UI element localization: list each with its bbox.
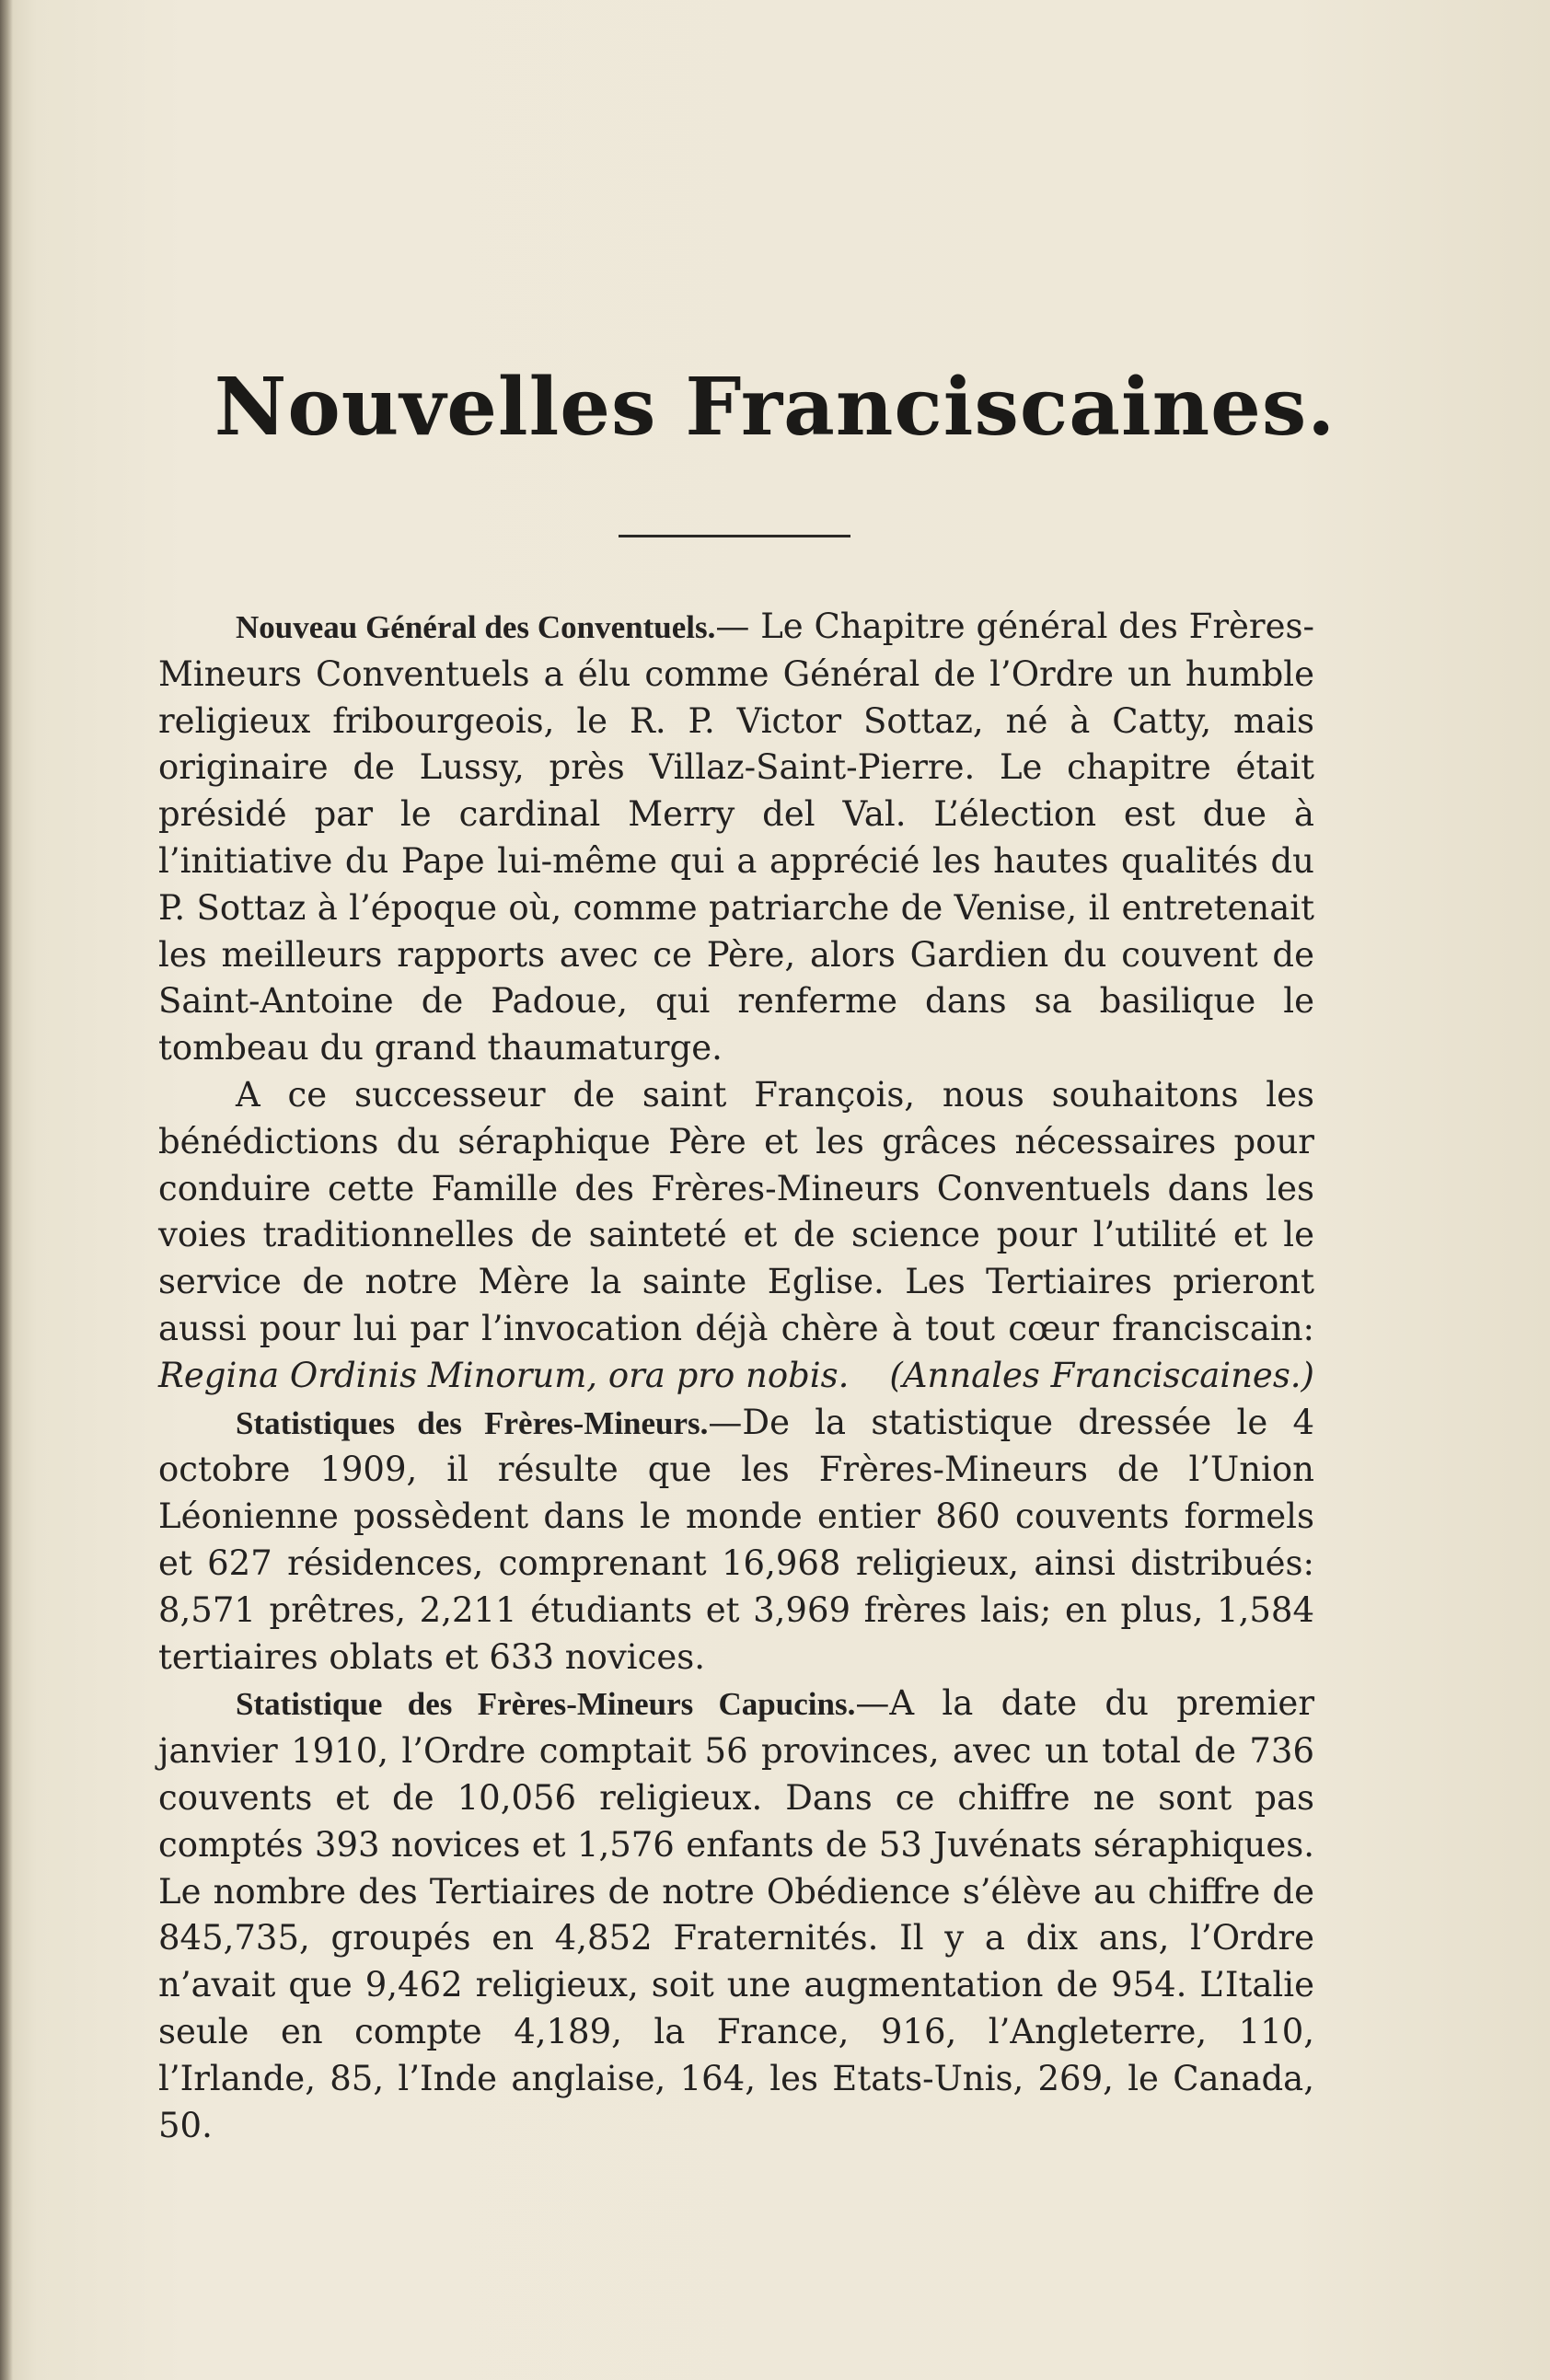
- article-paragraph-blessing: [158, 1072, 1314, 1400]
- title-divider: [619, 535, 850, 537]
- article-text: A ce successeur de saint François, nous souhaitons les bénédictions du séraphique Père et les grâces nécessaires pour conduire cette Famille des Frères-Mineurs Conventuels dans les voies traditionnelles de sainteté et de science pour l’utilité et le service de notre Mère la sainte Eglise. Les Tertiaires prieront aussi pour lui par l’invocation déjà chère à tout cœur franciscain:: [158, 1074, 1314, 1348]
- article-heading: Statistiques des Frères-Mineurs.: [236, 1404, 709, 1441]
- page-title: Nouvelles Franciscaines.: [214, 361, 1336, 454]
- latin-invocation: Regina Ordinis Minorum, ora pro nobis.: [158, 1355, 850, 1395]
- article-text: — Le Chapitre général des Frères-Mineurs Conventuels a élu comme Général de l’Ordre un humble religieux fribourgeois, le R. P. Victor Sottaz, né à Catty, mais originaire de Lussy, près Villaz-Saint-Pierre. Le chapitre était présidé par le cardinal Merry del Val. L’élection est due à l’initiative du Pape lui-même qui a apprécié les hautes qualités du P. Sottaz à l’époque où, comme patriarche de Venise, il entretenait les meilleurs rapports avec ce Père, alors Gardien du couvent de Saint-Antoine de Padoue, qui renferme dans sa basilique le tombeau du grand thaumaturge.: [158, 607, 1315, 1069]
- article-paragraph-capuchins: [158, 1681, 1314, 2149]
- book-spine-shadow: [0, 0, 13, 2380]
- source-citation: (Annales Franciscaines.): [889, 1355, 1314, 1395]
- article-paragraph-statistics: [158, 1400, 1314, 1681]
- article-heading: Nouveau Général des Conventuels.: [236, 609, 716, 645]
- article-paragraph-general: [158, 604, 1314, 1072]
- article-text: —De la statistique dressée le 4 octobre 1909, il résulte que les Frères-Mineurs de l’Union Léonienne possèdent dans le monde entier 860 couvents formels et 627 résidences, comprenant 16,968 religieux, ainsi distribués: 8,571 prêtres, 2,211 étudiants et 3,969 frères lais; en plus, 1,584 tertiaires oblats et 633 novices.: [158, 1402, 1314, 1677]
- article-body: [158, 604, 1314, 2149]
- article-text: —A la date du premier janvier 1910, l’Ordre comptait 56 provinces, avec un total de 736 couvents et de 10,056 religieux. Dans ce chiffre ne sont pas comptés 393 novices et 1,576 enfants de 53 Juvénats séraphiques. Le nombre des Tertiaires de notre Obédience s’élève au chiffre de 845,735, groupés en 4,852 Fraternités. Il y a dix ans, l’Ordre n’avait que 9,462 religieux, soit une augmentation de 954. L’Italie seule en compte 4,189, la France, 916, l’Angleterre, 110, l’Irlande, 85, l’Inde anglaise, 164, les Etats-Unis, 269, le Canada, 50.: [158, 1683, 1315, 2145]
- article-heading: Statistique des Frères-Mineurs Capucins.: [236, 1686, 856, 1723]
